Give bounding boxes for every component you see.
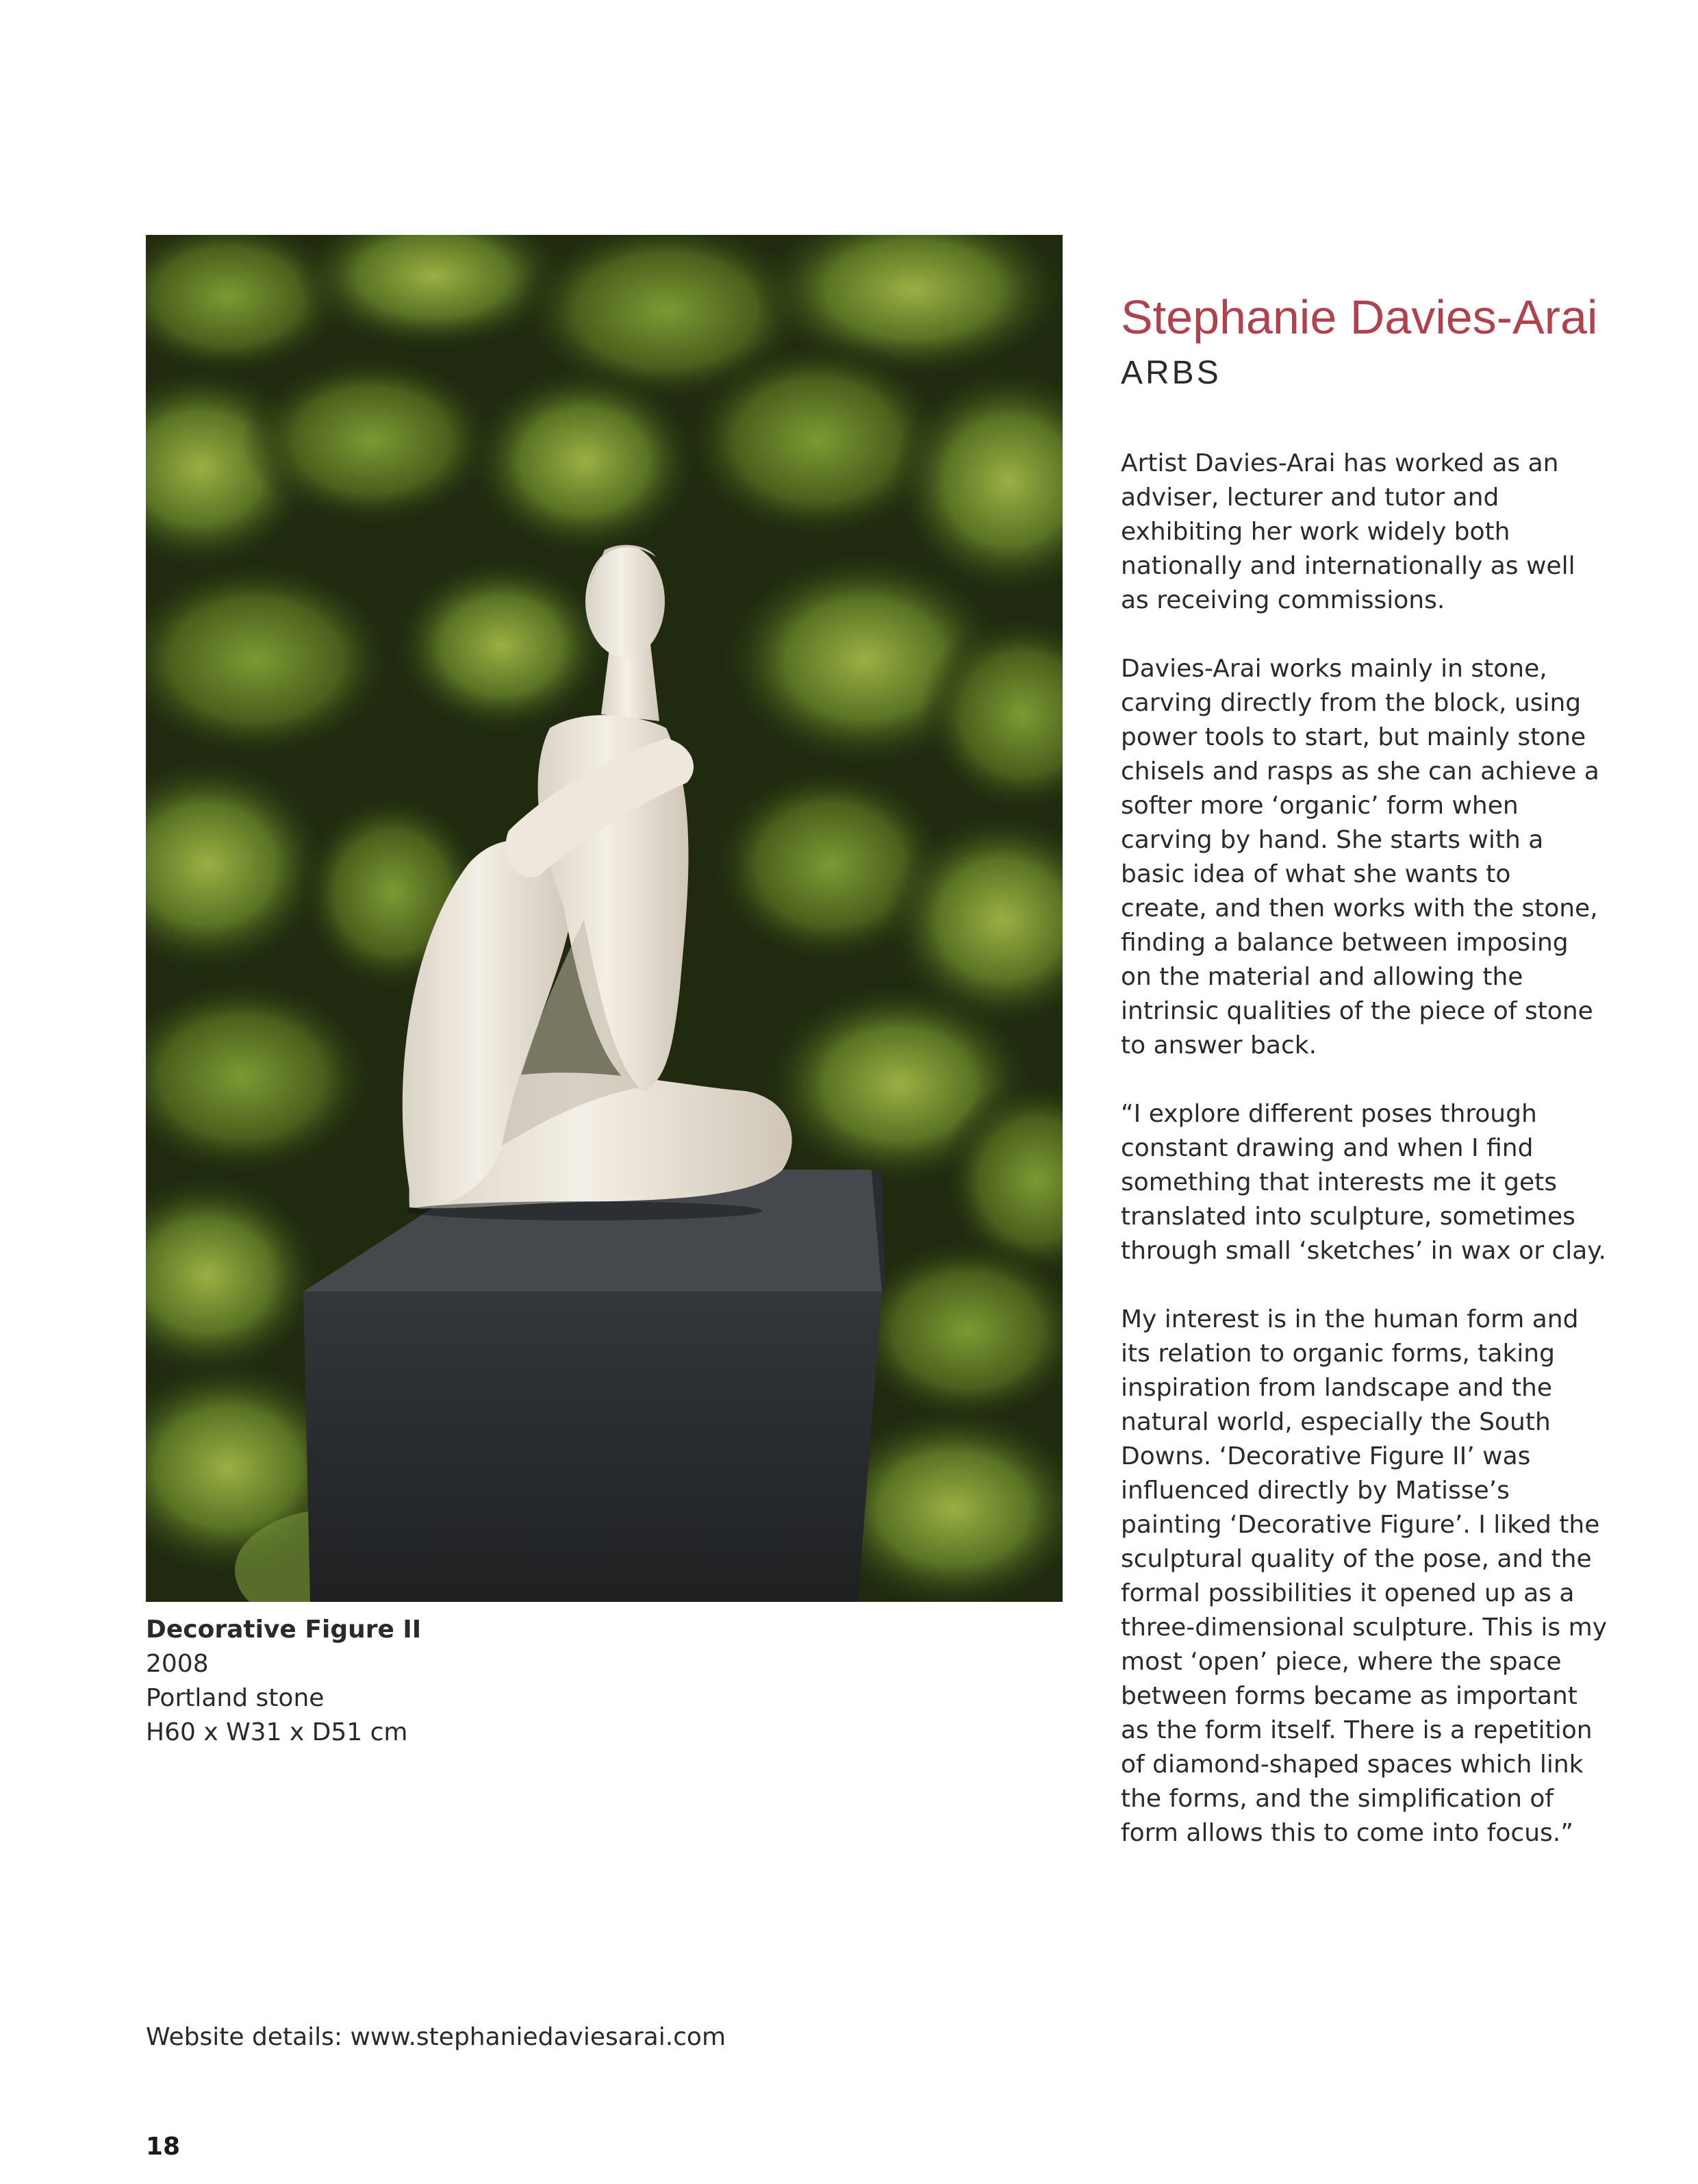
bio-line: between forms became as important [1121,1682,1577,1710]
bio-line: softer more ‘organic’ form when [1121,792,1519,820]
bio-line: of diamond-shaped spaces which link [1121,1750,1584,1779]
bio-line: its relation to organic forms, taking [1121,1340,1555,1368]
bio-line: formal possibilities it opened up as a [1121,1579,1575,1607]
bio-line: finding a balance between imposing [1121,929,1569,957]
bio-line: painting ‘Decorative Figure’. I liked the [1121,1511,1600,1539]
bio-line: sculptural quality of the pose, and the [1121,1545,1592,1573]
page-number: 18 [146,2133,181,2161]
bio-line: something that interests me it gets [1121,1168,1557,1196]
website-details: Website details: www.stephaniedaviesarai.com [146,2023,726,2051]
bio-line: constant drawing and when I find [1121,1134,1534,1162]
artist-postnominal: ARBS [1121,355,1221,391]
bio-line: as receiving commissions. [1121,586,1445,614]
artwork-caption [146,1613,421,1750]
bio-line: power tools to start, but mainly stone [1121,723,1586,751]
bio-line: My interest is in the human form and [1121,1305,1579,1333]
bio-paragraph [1121,1303,1607,1850]
bio-line: “I explore different poses through [1121,1100,1537,1128]
bio-line: carving by hand. She starts with a [1121,826,1544,854]
sculpture-photo [146,235,1063,1602]
bio-line: nationally and internationally as well [1121,552,1575,580]
bio-line: Davies-Arai works mainly in stone, [1121,655,1547,683]
bio-line: carving directly from the block, using [1121,689,1582,717]
sculpture-photo-graphic [146,235,1063,1602]
bio-line: natural world, especially the South [1121,1408,1551,1436]
artwork-material: Portland stone [146,1684,325,1712]
artist-name: Stephanie Davies-Arai [1121,290,1598,344]
artist-biography [1121,447,1607,1885]
bio-line: on the material and allowing the [1121,963,1523,991]
artwork-title: Decorative Figure II [146,1616,422,1644]
bio-paragraph [1121,652,1599,1063]
bio-line: basic idea of what she wants to [1121,860,1511,888]
bio-line: to answer back. [1121,1031,1317,1059]
bio-line: most ‘open’ piece, where the space [1121,1648,1562,1676]
bio-line: chisels and rasps as she can achieve a [1121,757,1599,786]
bio-line: influenced directly by Matisse’s [1121,1477,1510,1505]
bio-line: three-dimensional sculpture. This is my [1121,1614,1607,1642]
bio-line: as the form itself. There is a repetition [1121,1716,1593,1744]
bio-line: Artist Davies-Arai has worked as an [1121,449,1559,477]
bio-line: create, and then works with the stone, [1121,894,1598,922]
bio-line: Downs. ‘Decorative Figure II’ was [1121,1442,1531,1470]
bio-line: through small ‘sketches’ in wax or clay. [1121,1237,1606,1265]
bio-paragraph [1121,1097,1606,1268]
bio-paragraph [1121,447,1575,618]
bio-line: adviser, lecturer and tutor and [1121,484,1499,512]
bio-line: translated into sculpture, sometimes [1121,1203,1575,1231]
artwork-year: 2008 [146,1650,209,1678]
bio-line: the forms, and the simplification of [1121,1785,1554,1813]
artwork-dimensions: H60 x W31 x D51 cm [146,1718,408,1746]
bio-line: exhibiting her work widely both [1121,518,1510,546]
bio-line: inspiration from landscape and the [1121,1374,1552,1402]
bio-line: intrinsic qualities of the piece of stone [1121,997,1593,1025]
bio-line: form allows this to come into focus.” [1121,1819,1573,1847]
